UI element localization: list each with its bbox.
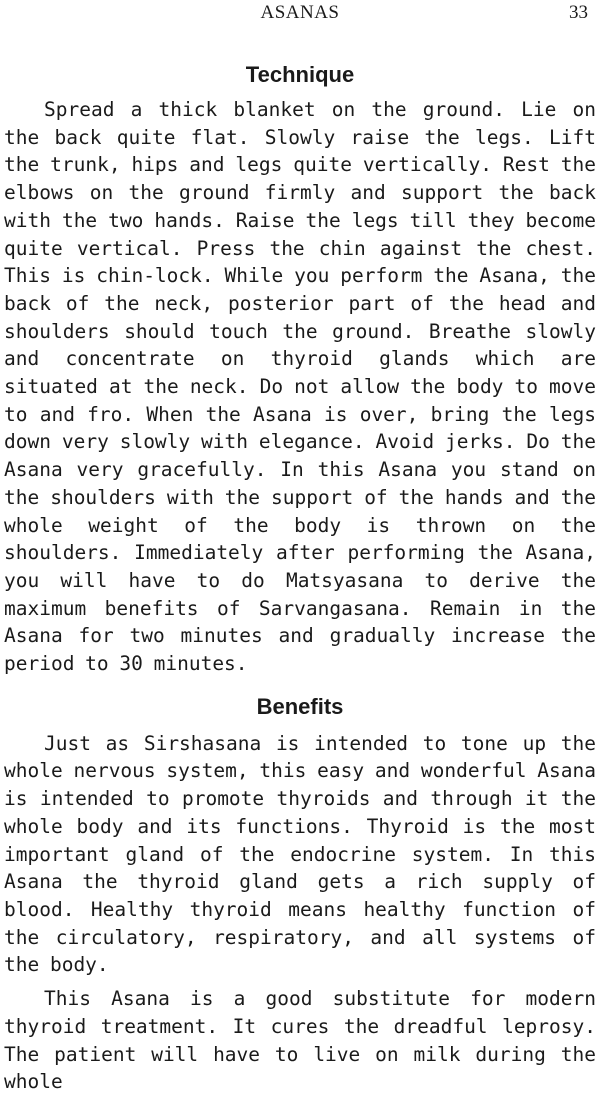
running-head (0, 0, 600, 30)
running-title: ASANAS (260, 2, 340, 23)
benefits-paragraph: Just as Sirshasana is intended to tone up the whole nervous system, this easy and wonderful Asana is intended to promote thyroids and through it the whole body and its functions. Thyroid is the most important gland of the endocrine system. In this Asana the thyroid gland gets a rich supply of blood. Healthy thyroid means healthy function of the circulatory, respiratory, and all systems of the body. (4, 731, 596, 977)
page-number: 33 (569, 2, 588, 23)
technique-heading: Technique (245, 62, 355, 87)
page-content (4, 60, 596, 1096)
benefits-paragraph: This Asana is a good substitute for modern thyroid treatment. It cures the dreadful leprosy. The patient will have to live on milk during the whole (4, 987, 596, 1094)
benefits-heading: Benefits (256, 693, 344, 719)
technique-paragraph: Spread a thick blanket on the ground. Lie on the back quite flat. Slowly raise the legs. Lift the trunk, hips and legs quite vertically. Rest the elbows on the ground firmly and support the back with the two hands. Raise the legs till they become quite vertical. Press the chin against the chest. This is chin-lock. While you perform the Asana, the back of the neck, posterior part of the head and shoulders should touch the ground. Breathe slowly and concentrate on thyroid glands which are situated at the neck. Do not allow the body to move to and fro. When the Asana is over, bring the legs down very slowly with elegance. Avoid jerks. Do the Asana very gracefully. In this Asana you stand on the shoulders with the support of the hands and the whole weight of the body is thrown on the shoulders. Immediately after performing the Asana, you will have to do Matsyasana to derive the maximum benefits of Sarvangasana. Remain in the Asana for two minutes and gradually increase the period to 30 minutes. (4, 98, 596, 676)
